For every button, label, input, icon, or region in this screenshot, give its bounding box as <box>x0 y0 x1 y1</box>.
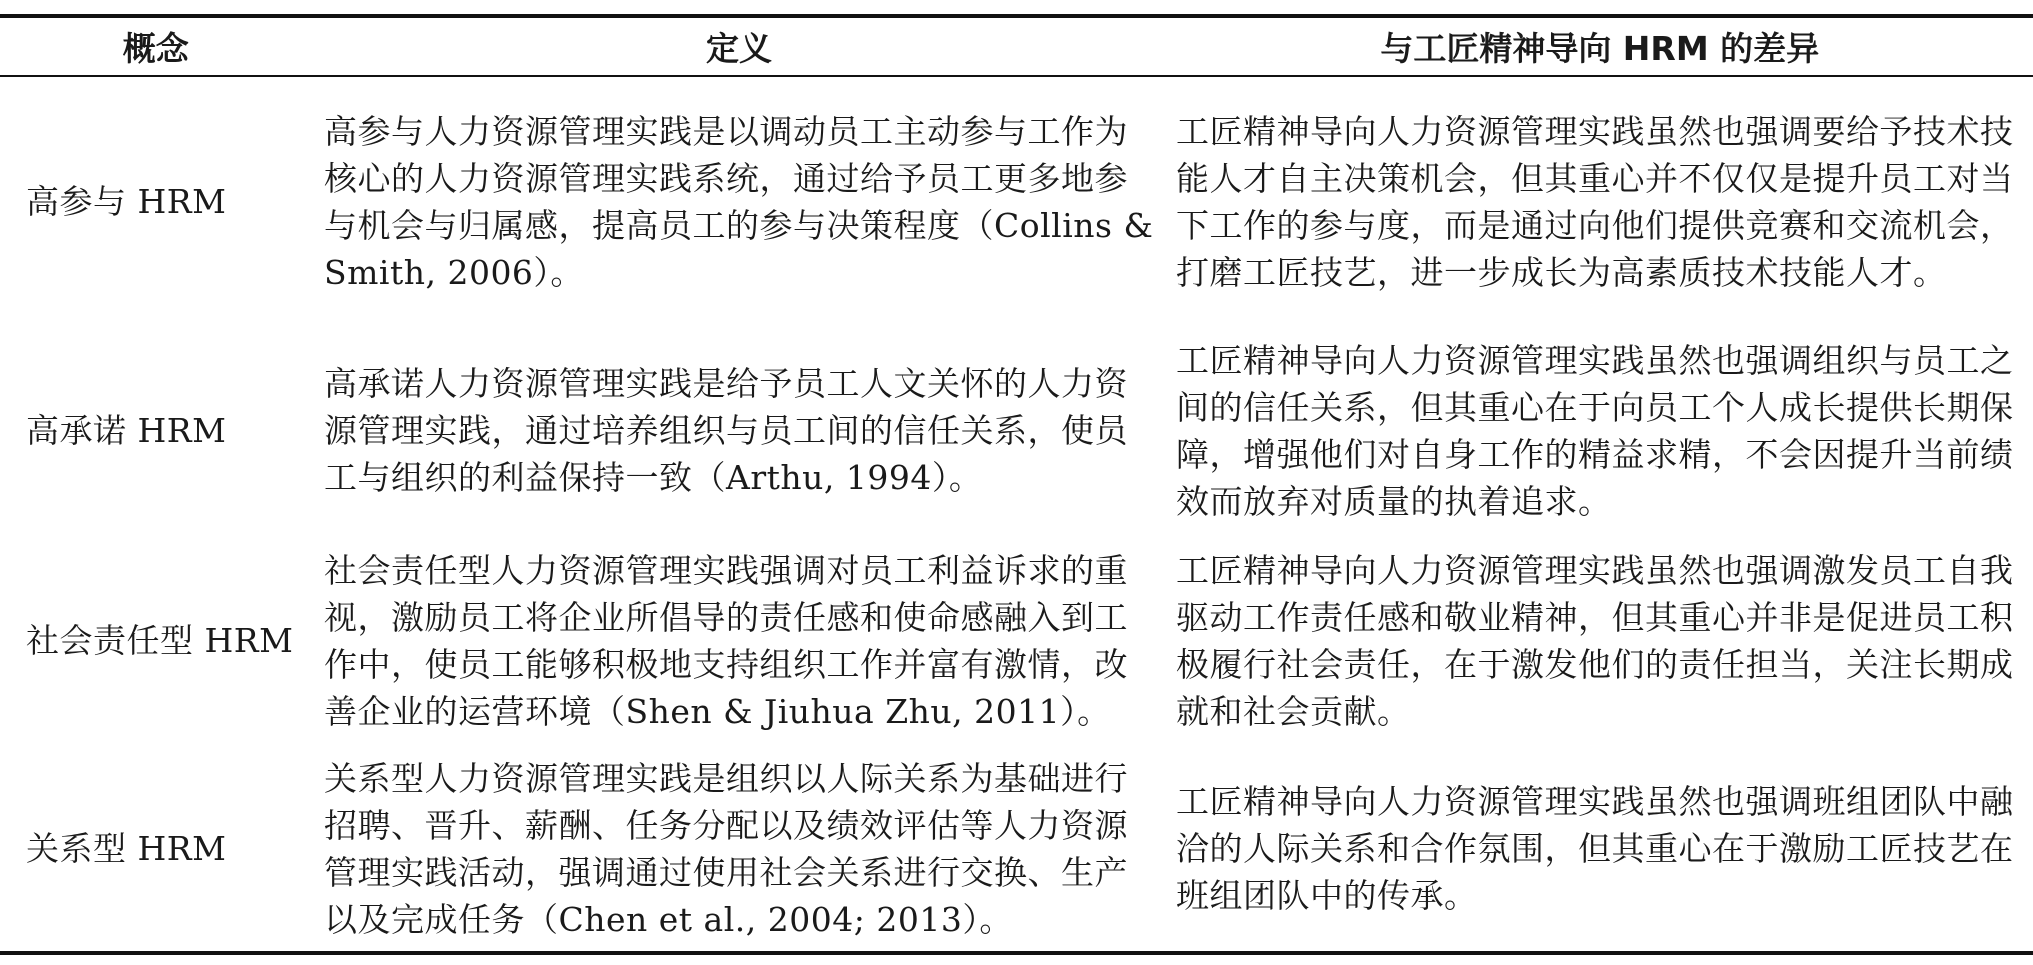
definition-cell: 高承诺人力资源管理实践是给予员工人文关怀的人力资源管理实践，通过培养组织与员工间的信任关系，使员工与组织的利益保持一致（Arthu, 1994）。 <box>324 364 1128 497</box>
concept-cell: 关系型 HRM <box>0 746 312 953</box>
header-row <box>0 16 2033 76</box>
difference-cell: 工匠精神导向人力资源管理实践虽然也强调班组团队中融洽的人际关系和合作氛围，但其重心在于激励工匠技艺在班组团队中的传承。 <box>1166 746 2033 953</box>
table-header <box>0 16 2033 76</box>
difference-cell: 工匠精神导向人力资源管理实践虽然也强调要给予技术技能人才自主决策机会，但其重心并不仅仅是提升员工对当下工作的参与度，而是通过向他们提供竞赛和交流机会，打磨工匠技艺，进一步成长为高素质技术技能人才。 <box>1176 111 2014 292</box>
header-concept: 概念 <box>0 16 312 76</box>
definition-cell: 社会责任型人力资源管理实践强调对员工利益诉求的重视，激励员工将企业所倡导的责任感和使命感融入到工作中，使员工能够积极地支持组织工作并富有激情，改善企业的运营环境（Shen & Jiuhua Zhu, 2011）。 <box>324 550 1128 731</box>
table-row <box>0 535 2033 746</box>
difference-cell: 工匠精神导向人力资源管理实践虽然也强调组织与员工之间的信任关系，但其重心在于向员工个人成长提供长期保障，增强他们对自身工作的精益求精，不会因提升当前绩效而放弃对质量的执着追求。 <box>1176 340 2014 521</box>
table-body <box>0 76 2033 953</box>
definition-cell: 高参与人力资源管理实践是以调动员工主动参与工作为核心的人力资源管理实践系统，通过给予员工更多地参与机会与归属感，提高员工的参与决策程度（Collins & Smith, 2006）。 <box>324 111 1154 292</box>
table-row <box>0 76 2033 326</box>
table-row <box>0 746 2033 953</box>
hrm-comparison-table <box>0 14 2033 955</box>
concept-cell: 高参与 HRM <box>26 182 227 221</box>
concept-cell: 高承诺 HRM <box>26 411 227 450</box>
header-difference: 与工匠精神导向 HRM 的差异 <box>1166 16 2033 76</box>
header-definition: 定义 <box>312 16 1166 76</box>
table-row <box>0 326 2033 535</box>
definition-cell: 关系型人力资源管理实践是组织以人际关系为基础进行招聘、晋升、薪酬、任务分配以及绩效评估等人力资源管理实践活动，强调通过使用社会关系进行交换、生产以及完成任务（Chen et al., 2004; 2013）。 <box>312 746 1166 953</box>
concept-cell: 社会责任型 HRM <box>26 621 294 660</box>
difference-cell: 工匠精神导向人力资源管理实践虽然也强调激发员工自我驱动工作责任感和敬业精神，但其重心并非是促进员工积极履行社会责任，在于激发他们的责任担当，关注长期成就和社会贡献。 <box>1176 550 2014 731</box>
